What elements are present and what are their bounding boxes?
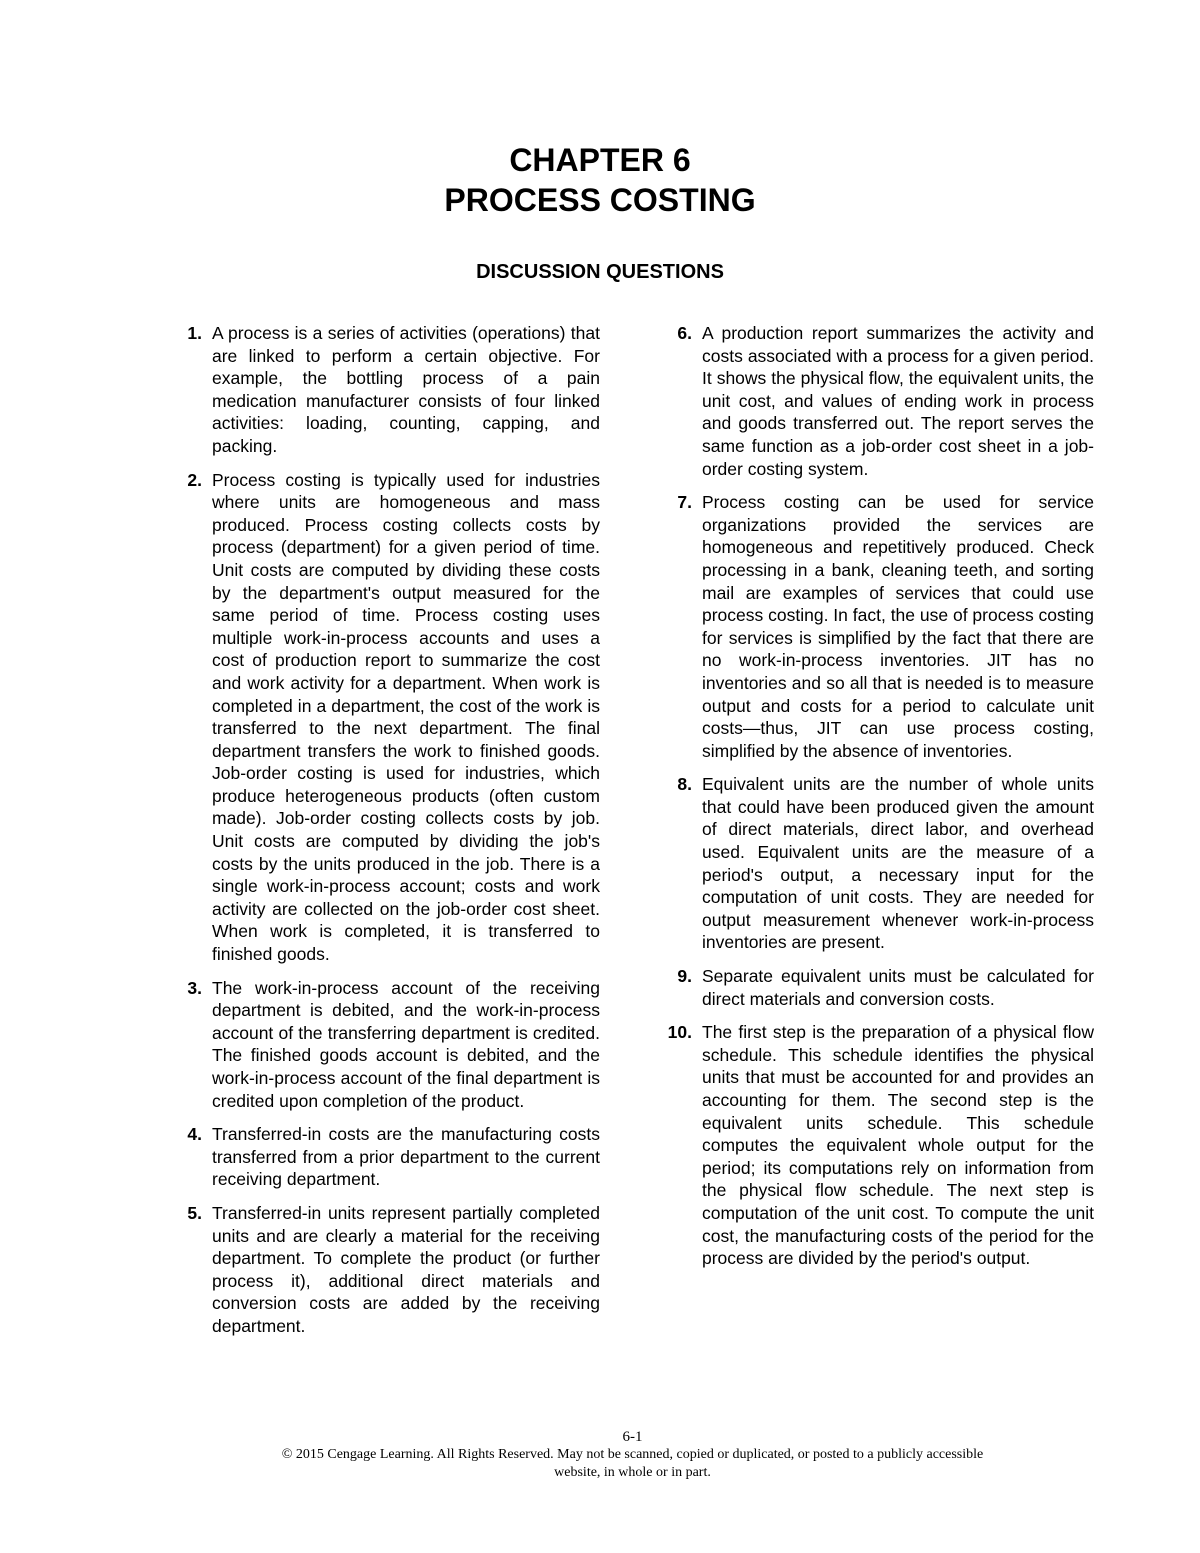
question-text: Transferred-in units represent partially completed units and are clearly a material for the receiving department. To complete the product (or further process it), additional direct materials and conversion costs are added by the receiving department.	[212, 1202, 600, 1336]
question-item	[170, 1123, 600, 1191]
question-text: The first step is the preparation of a physical flow schedule. This schedule identifies the physical units that must be accounted for and provides an accounting for them. The second step is the equivalent units schedule. This schedule computes the equivalent whole output for the period; its computations rely on information from the physical flow schedule. The next step is computation of the unit cost. To compute the unit cost, the manufacturing costs of the period for the process are divided by the period's output.	[702, 1022, 1094, 1269]
question-item	[170, 322, 600, 458]
question-text: Transferred-in costs are the manufacturing costs transferred from a prior department to the current receiving department.	[212, 1124, 600, 1190]
question-text: Process costing is typically used for industries where units are homogeneous and mass produced. Process costing collects costs by process (department) for a given period of time. Unit costs are computed by dividing these costs by the department's output measured for the same period of time. Process costing uses multiple work-in-process accounts and uses a cost of production report to summarize the cost and work activity for a department. When work is completed in a department, the cost of the work is transferred to the next department. The final department transfers the work to finished goods. Job-order costing is used for industries, which produce heterogeneous products (often custom made). Job-order costing collects costs by job. Unit costs are computed by dividing the job's costs by the units produced in the job. There is a single work-in-process account; costs and work activity are collected on the job-order cost sheet. When work is completed, it is transferred to finished goods.	[212, 469, 600, 965]
question-number: 9.	[677, 966, 692, 987]
question-item	[660, 491, 1094, 762]
question-item	[660, 322, 1094, 480]
question-text: Process costing can be used for service organizations provided the services are homogeneous and repetitively produced. Check processing in a bank, cleaning teeth, and sorting mail are examples of services that could use process costing. In fact, the use of process costing for services is simplified by the fact that there are no work-in-process inventories. JIT has no inventories and so all that is needed is to measure output and costs for a period to calculate unit costs—thus, JIT can use process costing, simplified by the absence of inventories.	[702, 492, 1095, 761]
question-number: 2.	[187, 469, 202, 490]
question-number: 3.	[187, 977, 202, 998]
page-footer	[0, 1428, 1200, 1482]
question-number: 1.	[187, 323, 202, 343]
chapter-number: CHAPTER 6	[509, 142, 691, 178]
question-text: A production report summarizes the activity and costs associated with a process for a given period. It shows the physical flow, the equivalent units, the unit cost, and values of ending work in process and goods transferred out. The report serves the same function as a job-order cost sheet in a job-order costing system.	[702, 323, 1094, 479]
question-item	[170, 1202, 600, 1338]
page-number: 6-1	[622, 1429, 643, 1445]
question-text: A process is a series of activities (operations) that are linked to perform a certain objective. For example, the bottling process of a pain medication manufacturer consists of four linked activities: loading, counting, capping, and packing.	[212, 323, 600, 456]
question-item	[170, 469, 600, 966]
chapter-name: PROCESS COSTING	[444, 182, 756, 218]
question-text: Separate equivalent units must be calculated for direct materials and conversion costs.	[702, 966, 1094, 1009]
question-number: 5.	[187, 1202, 202, 1223]
chapter-title	[0, 140, 1200, 220]
question-item	[170, 977, 600, 1113]
question-number: 10.	[667, 1022, 692, 1043]
question-number: 7.	[677, 492, 692, 513]
question-number: 4.	[187, 1124, 202, 1145]
questions-right-column	[660, 322, 1094, 1281]
questions-left-column	[170, 322, 600, 1349]
question-number: 6.	[677, 323, 692, 343]
copyright-notice: © 2015 Cengage Learning. All Rights Reserved. May not be scanned, copied or duplicated, or posted to a publicly accessible website, in whole or in part.	[281, 1447, 984, 1480]
section-heading: DISCUSSION QUESTIONS	[476, 261, 724, 283]
question-item	[660, 965, 1094, 1010]
question-number: 8.	[677, 774, 692, 795]
question-item	[660, 773, 1094, 954]
question-text: Equivalent units are the number of whole units that could have been produced given the amount of direct materials, direct labor, and overhead used. Equivalent units are the measure of a period's output, a necessary input for the computation of unit costs. They are needed for output measurement whenever work-in-process inventories are present.	[702, 774, 1094, 953]
question-text: The work-in-process account of the receiving department is debited, and the work-in-process account of the transferring department is credited. The finished goods account is debited, and the work-in-process account of the final department is credited upon completion of the product.	[212, 977, 600, 1111]
question-item	[660, 1021, 1094, 1270]
